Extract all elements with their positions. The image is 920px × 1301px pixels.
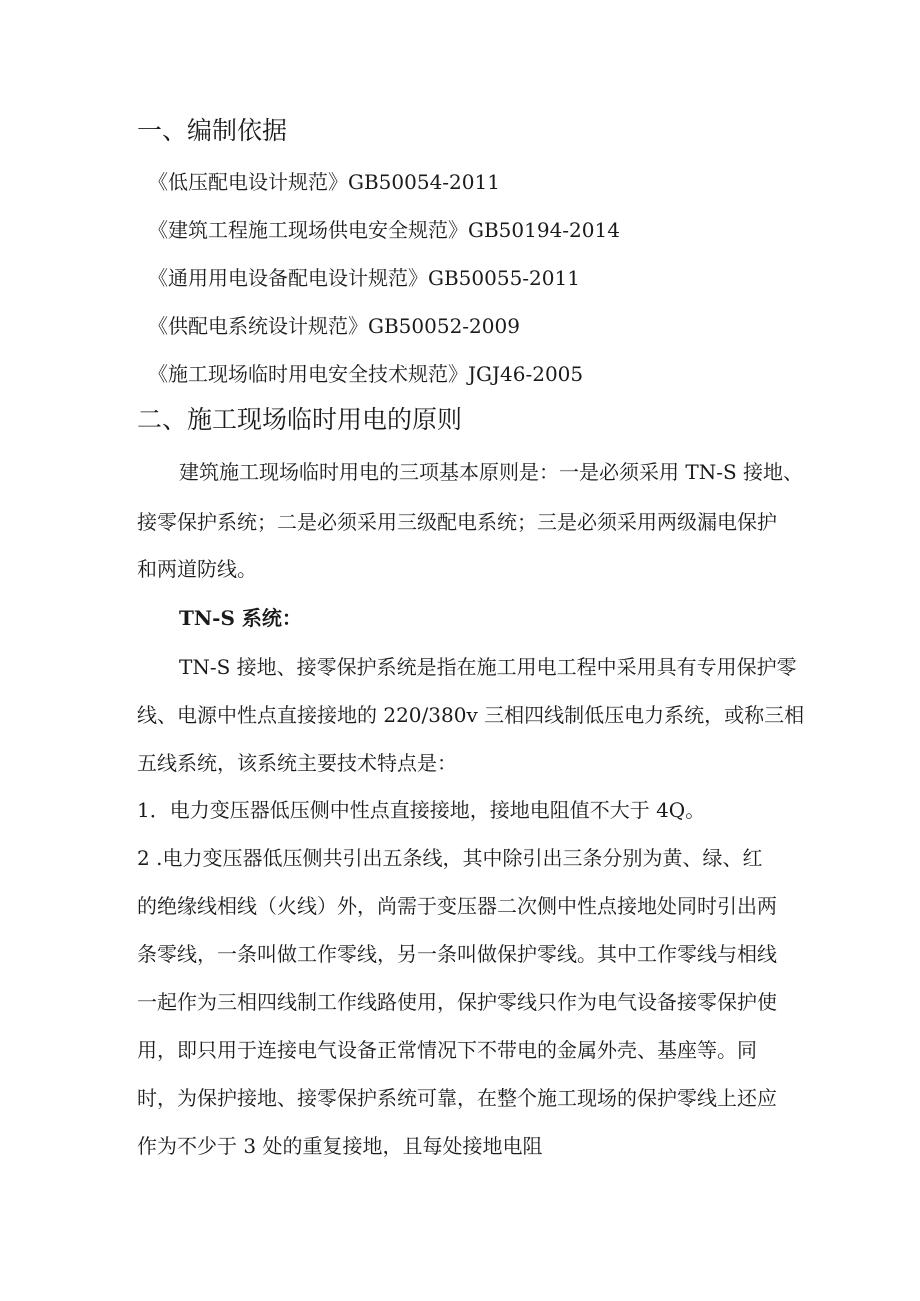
tns-feature-item-2-line-2: 的绝缘线相线（火线）外，尚需于变压器二次侧中性点接地处同时引出两: [137, 894, 777, 918]
tns-feature-item-2-line-4: 一起作为三相四线制工作线路使用，保护零线只作为电气设备接零保护使: [137, 990, 777, 1014]
tns-feature-item-2-line-7: 作为不少于 3 处的重复接地，且每处接地电阻: [137, 1134, 543, 1158]
tns-feature-item-1: 1．电力变压器低压侧中性点直接接地，接地电阻值不大于 4Q。: [137, 798, 706, 822]
tns-feature-item-2-line-5: 用，即只用于连接电气设备正常情况下不带电的金属外壳、基座等。同: [137, 1038, 757, 1062]
reference-jgj46: 《施工现场临时用电安全技术规范》JGJ46-2005: [148, 362, 584, 386]
reference-gb50055: 《通用用电设备配电设计规范》GB50055-2011: [148, 266, 580, 290]
reference-gb50054: 《低压配电设计规范》GB50054-2011: [148, 170, 500, 194]
tns-feature-item-2-line-6: 时，为保护接地、接零保护系统可靠，在整个施工现场的保护零线上还应: [137, 1086, 777, 1110]
principles-paragraph-line-1: 建筑施工现场临时用电的三项基本原则是：一是必须采用 TN-S 接地、: [179, 460, 804, 484]
tns-feature-item-2-line-1: 2 .电力变压器低压侧共引出五条线，其中除引出三条分别为黄、绿、红: [137, 846, 763, 870]
reference-gb50194: 《建筑工程施工现场供电安全规范》GB50194-2014: [148, 218, 620, 242]
principles-paragraph-line-2: 接零保护系统；二是必须采用三级配电系统；三是必须采用两级漏电保护: [137, 510, 777, 534]
tns-description-line-3: 五线系统，该系统主要技术特点是：: [137, 751, 457, 775]
tns-description-line-1: TN-S 接地、接零保护系统是指在施工用电工程中采用具有专用保护零: [179, 655, 797, 679]
tns-feature-item-2-line-3: 条零线，一条叫做工作零线，另一条叫做保护零线。其中工作零线与相线: [137, 942, 777, 966]
tns-description-line-2: 线、电源中性点直接接地的 220/380v 三相四线制低压电力系统，或称三相: [137, 703, 805, 727]
tns-system-title: TN-S 系统：: [179, 606, 302, 630]
principles-paragraph-line-3: 和两道防线。: [137, 557, 257, 581]
reference-gb50052: 《供配电系统设计规范》GB50052-2009: [148, 314, 520, 338]
section-2-heading: 二、施工现场临时用电的原则: [137, 405, 463, 434]
section-1-heading: 一、编制依据: [137, 116, 288, 145]
